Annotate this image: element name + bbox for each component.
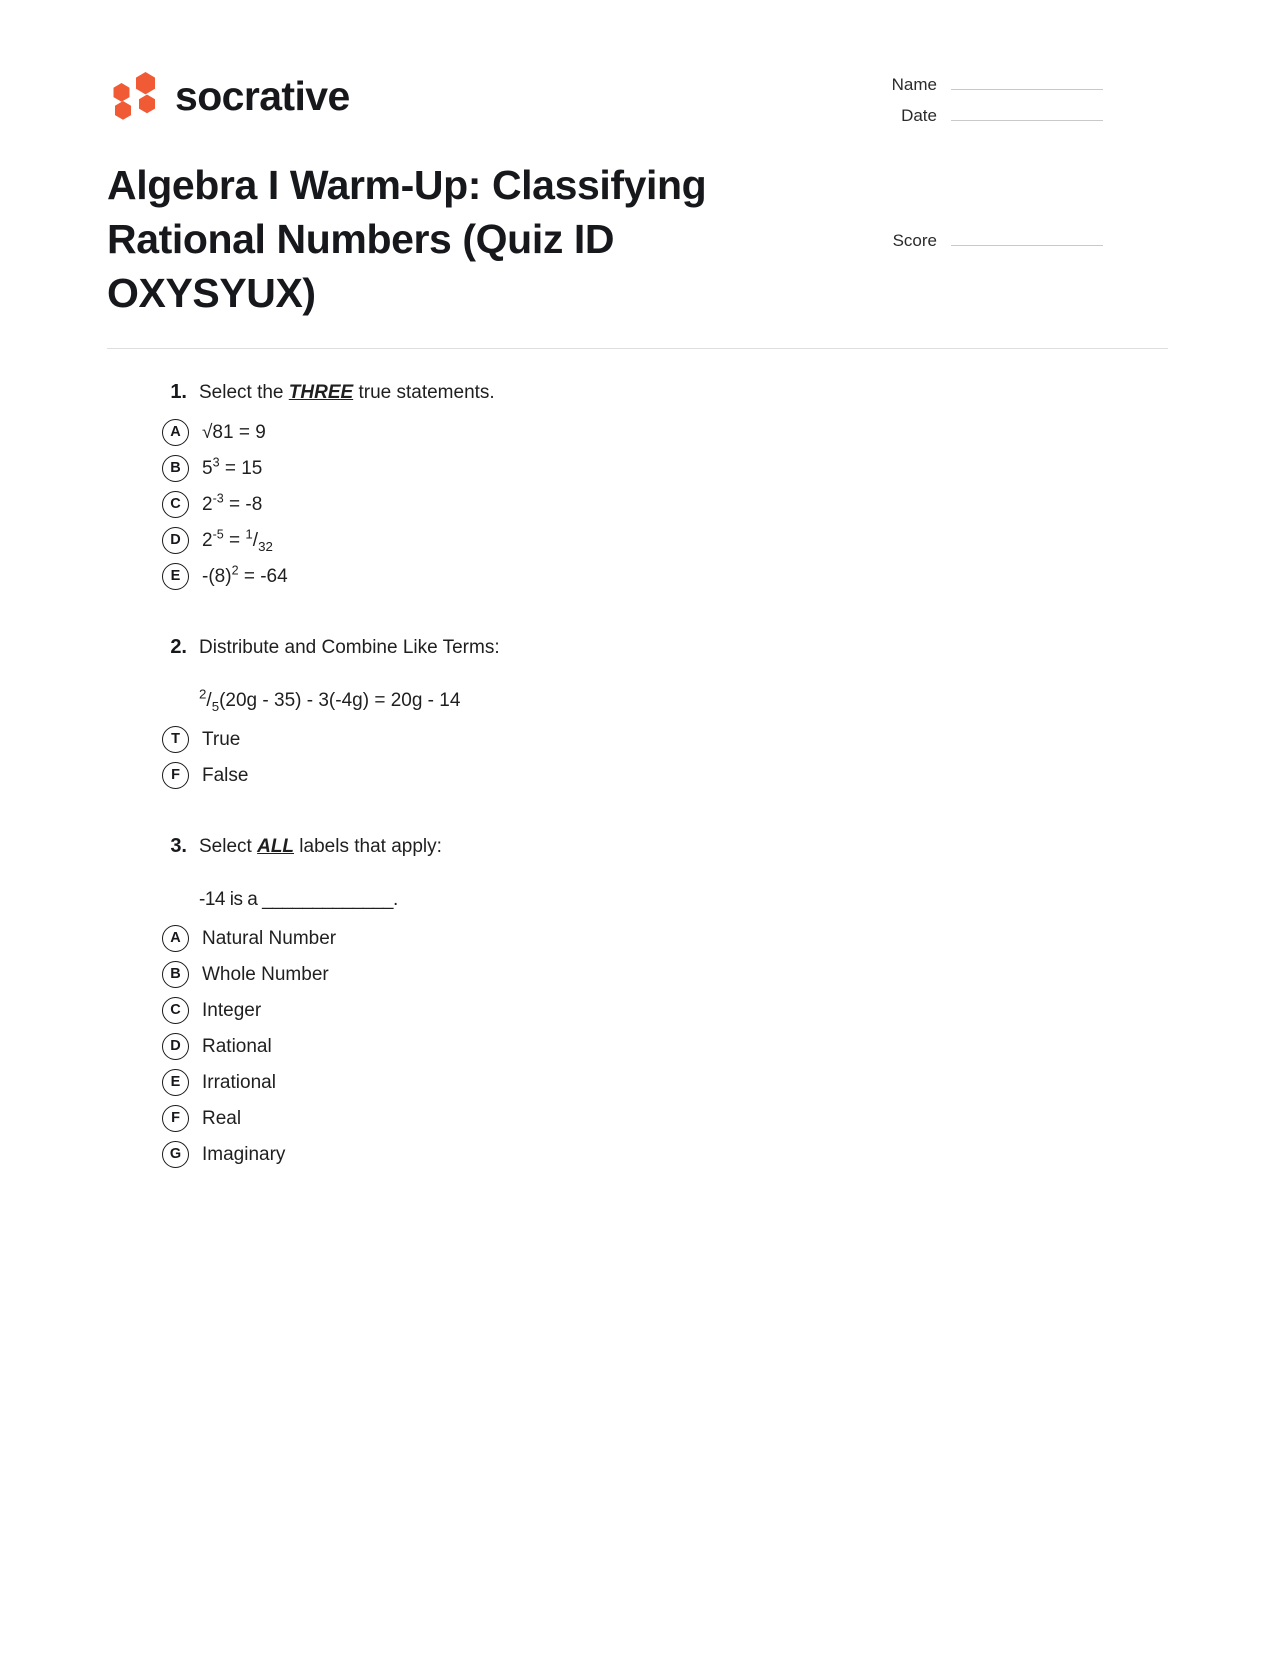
choice-3-f[interactable] <box>162 1105 1168 1132</box>
score-field-label: Score <box>892 231 937 250</box>
question-3-number: 3. <box>170 834 187 857</box>
choice-bubble[interactable]: E <box>162 1069 189 1096</box>
question-1-prompt-after: true statements. <box>353 382 495 404</box>
name-field-row <box>867 74 1103 95</box>
choice-bubble[interactable]: A <box>162 419 189 446</box>
name-field-label: Name <box>891 75 937 94</box>
choice-bubble[interactable]: F <box>162 1105 189 1132</box>
question-3 <box>107 833 1168 1168</box>
date-field-line[interactable] <box>951 105 1103 121</box>
question-2 <box>107 634 1168 789</box>
choice-label: $2^{-5} = ^1/_{32}$ <box>202 526 273 554</box>
date-field-row <box>867 105 1103 126</box>
choice-label: False <box>202 764 249 786</box>
brand-logo <box>107 70 350 122</box>
choice-1-a[interactable] <box>162 419 1168 446</box>
brand-name: socrative <box>175 72 350 119</box>
choice-label: Natural Number <box>202 927 337 949</box>
question-3-prompt-before: Select <box>199 835 258 857</box>
choice-1-b[interactable] <box>162 455 1168 482</box>
score-field-block <box>867 230 1103 261</box>
student-meta-fields <box>867 74 1103 136</box>
question-2-head <box>165 634 1168 662</box>
question-3-head <box>165 833 1168 861</box>
choice-bubble[interactable]: B <box>162 961 189 988</box>
question-3-choices <box>107 925 1168 1168</box>
date-field-label: Date <box>901 106 937 125</box>
choice-label: Integer <box>202 999 262 1021</box>
question-1-prompt-before: Select the <box>199 382 289 404</box>
choice-bubble[interactable]: C <box>162 997 189 1024</box>
choice-2-true[interactable] <box>162 726 1168 753</box>
choice-bubble[interactable]: T <box>162 726 189 753</box>
choice-label: Real <box>202 1107 242 1129</box>
question-1 <box>107 379 1168 590</box>
choice-label: $-(8)^2 = -64$ <box>202 563 288 587</box>
choice-bubble[interactable]: E <box>162 563 189 590</box>
choice-1-d[interactable] <box>162 527 1168 554</box>
choice-3-b[interactable] <box>162 961 1168 988</box>
question-1-prompt-emphasis: THREE <box>288 382 354 404</box>
choice-label: Rational <box>202 1035 272 1057</box>
question-1-number: 1. <box>170 381 187 404</box>
question-2-choices <box>107 726 1168 789</box>
choice-bubble[interactable]: D <box>162 1033 189 1060</box>
page-title: Algebra I Warm-Up: Classifying Rational Numbers (Quiz ID OXYSYUX) <box>107 162 707 317</box>
question-3-prompt <box>199 833 442 861</box>
choice-bubble[interactable]: G <box>162 1141 189 1168</box>
choice-label: Whole Number <box>202 963 329 985</box>
choice-3-a[interactable] <box>162 925 1168 952</box>
choice-bubble[interactable]: F <box>162 762 189 789</box>
choice-3-d[interactable] <box>162 1033 1168 1060</box>
choice-bubble[interactable]: A <box>162 925 189 952</box>
questions-list <box>0 349 1275 1168</box>
question-2-prompt: Distribute and Combine Like Terms: <box>199 636 500 658</box>
question-3-statement: -14 is a _____________. <box>199 889 398 911</box>
choice-1-c[interactable] <box>162 491 1168 518</box>
score-field-line[interactable] <box>951 230 1103 246</box>
title-section <box>0 136 1275 320</box>
question-2-expression: $^2/_5(20g - 35) - 3(-4g) = 20g - 14$ <box>199 687 461 715</box>
question-3-prompt-emphasis: ALL <box>257 835 295 857</box>
question-1-prompt <box>199 379 495 407</box>
choice-3-c[interactable] <box>162 997 1168 1024</box>
choice-label: √81 = 9 <box>202 421 266 443</box>
choice-label: Irrational <box>202 1071 276 1093</box>
choice-bubble[interactable]: C <box>162 491 189 518</box>
socrative-hexagon-logo-icon <box>107 70 161 122</box>
name-field-line[interactable] <box>951 74 1103 90</box>
question-2-number: 2. <box>170 635 187 658</box>
question-1-choices <box>107 419 1168 590</box>
choice-bubble[interactable]: B <box>162 455 189 482</box>
question-1-head <box>165 379 1168 407</box>
choice-label: $5^3 = 15$ <box>202 455 263 479</box>
choice-label: True <box>202 728 241 750</box>
choice-bubble[interactable]: D <box>162 527 189 554</box>
choice-1-e[interactable] <box>162 563 1168 590</box>
choice-3-g[interactable] <box>162 1141 1168 1168</box>
choice-label: $2^{-3} = -8$ <box>202 491 263 515</box>
question-3-prompt-after: labels that apply: <box>294 835 442 857</box>
score-field-row <box>867 230 1103 251</box>
choice-3-e[interactable] <box>162 1069 1168 1096</box>
choice-2-false[interactable] <box>162 762 1168 789</box>
choice-label: Imaginary <box>202 1143 286 1165</box>
page-header <box>0 0 1275 136</box>
